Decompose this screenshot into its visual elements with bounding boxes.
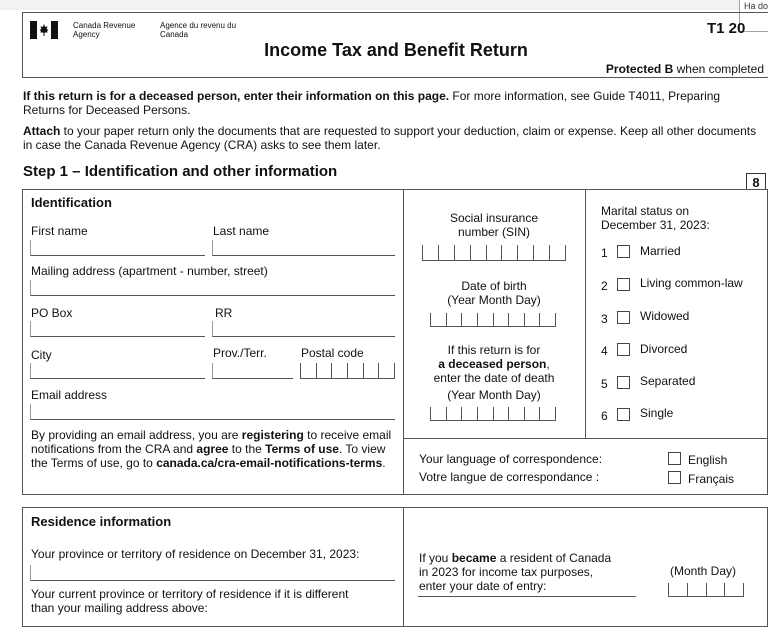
- prov-terr-field[interactable]: [212, 363, 293, 379]
- last-name-label: Last name: [213, 224, 270, 238]
- marital-num-1: 1: [601, 246, 608, 260]
- rr-label: RR: [215, 306, 233, 320]
- date-of-entry-label: If you became a resident of Canada in 2023 for income tax purposes, enter your date of entry:: [419, 551, 612, 593]
- single-checkbox[interactable]: [617, 408, 630, 421]
- english-checkbox[interactable]: [668, 452, 681, 465]
- common-law-label: Living common-law: [640, 276, 743, 290]
- step1-title: Step 1 – Identification and other information: [23, 163, 338, 180]
- marital-num-3: 3: [601, 312, 608, 326]
- divorced-label: Divorced: [640, 342, 688, 356]
- tooltip: Ha do: [739, 0, 768, 32]
- province-residence-label: Your province or territory of residence on December 31, 2023:: [31, 547, 360, 561]
- english-label: English: [688, 453, 728, 467]
- date-of-entry-field[interactable]: [668, 583, 744, 597]
- postal-code-label: Postal code: [301, 346, 364, 360]
- date-of-birth-field[interactable]: [430, 313, 556, 327]
- divider: [418, 596, 636, 597]
- francais-checkbox[interactable]: [668, 471, 681, 484]
- common-law-checkbox[interactable]: [617, 278, 630, 291]
- language-label-en: Your language of correspondence:: [419, 452, 603, 466]
- province-residence-field[interactable]: [30, 565, 395, 581]
- mailing-address-field[interactable]: [30, 280, 395, 296]
- divider: [585, 189, 586, 439]
- separated-label: Separated: [640, 374, 696, 388]
- po-box-label: PO Box: [31, 306, 73, 320]
- rr-field[interactable]: [212, 321, 395, 337]
- first-name-label: First name: [31, 224, 88, 238]
- marital-num-6: 6: [601, 409, 608, 423]
- protected-b-label: Protected B when completed: [605, 62, 764, 76]
- marital-num-2: 2: [601, 279, 608, 293]
- postal-code-field[interactable]: [300, 363, 395, 379]
- browser-top-strip: [0, 0, 768, 10]
- step1-box-number: 8: [746, 173, 766, 190]
- sin-label: Social insurance number (SIN): [449, 211, 539, 239]
- divorced-checkbox[interactable]: [617, 343, 630, 356]
- deceased-note: If this return is for a deceased person, enter their information on this page. For more information, see Guide T4011, Preparing Returns for Deceased Persons.: [23, 89, 721, 117]
- marital-num-4: 4: [601, 344, 608, 358]
- form-header: [22, 12, 768, 78]
- date-of-death-field[interactable]: [430, 407, 556, 421]
- divider: [403, 507, 404, 627]
- sin-field[interactable]: [422, 245, 566, 261]
- first-name-field[interactable]: [30, 240, 205, 256]
- canada-flag-icon: [30, 21, 58, 39]
- identification-heading: Identification: [31, 195, 112, 210]
- divider: [403, 438, 768, 439]
- widowed-label: Widowed: [640, 309, 690, 323]
- married-checkbox[interactable]: [617, 245, 630, 258]
- prov-terr-label: Prov./Terr.: [213, 346, 267, 360]
- residence-heading: Residence information: [31, 514, 172, 529]
- separated-checkbox[interactable]: [617, 376, 630, 389]
- language-label-fr: Votre langue de correspondance :: [419, 470, 600, 484]
- current-residence-label: Your current province or territory of residence if it is different than your mailing address above:: [31, 587, 349, 615]
- form-number: T1 20: [707, 20, 746, 37]
- agency-name-en: Canada Revenue Agency: [73, 21, 136, 39]
- email-terms-note: By providing an email address, you are registering to receive email notifications from the CRA and agree to the Terms of use. To view the Terms of use, go to canada.ca/cra-email-notifications-terms.: [31, 428, 392, 470]
- city-field[interactable]: [30, 363, 205, 379]
- francais-label: Français: [688, 472, 735, 486]
- widowed-checkbox[interactable]: [617, 311, 630, 324]
- last-name-field[interactable]: [212, 240, 395, 256]
- mailing-address-label: Mailing address (apartment - number, street): [31, 264, 268, 278]
- attach-note: Attach to your paper return only the documents that are requested to support your deduction, claim or expense. Keep all other documents in case the Canada Revenue Agency (CRA) asks to see them later.: [23, 124, 757, 152]
- date-of-birth-label: Date of birth (Year Month Day): [447, 279, 541, 307]
- agency-name-fr: Agence du revenu du Canada: [160, 21, 237, 39]
- month-day-label: (Month Day): [670, 564, 737, 578]
- form-title: Income Tax and Benefit Return: [264, 40, 528, 60]
- single-label: Single: [640, 406, 674, 420]
- married-label: Married: [640, 244, 681, 258]
- city-label: City: [31, 348, 52, 362]
- email-label: Email address: [31, 388, 108, 402]
- marital-num-5: 5: [601, 377, 608, 391]
- po-box-field[interactable]: [30, 321, 205, 337]
- email-field[interactable]: [30, 404, 395, 420]
- date-of-death-label: If this return is for a deceased person, enter the date of death (Year Month Day): [433, 343, 555, 402]
- marital-status-heading: Marital status on December 31, 2023:: [601, 204, 710, 232]
